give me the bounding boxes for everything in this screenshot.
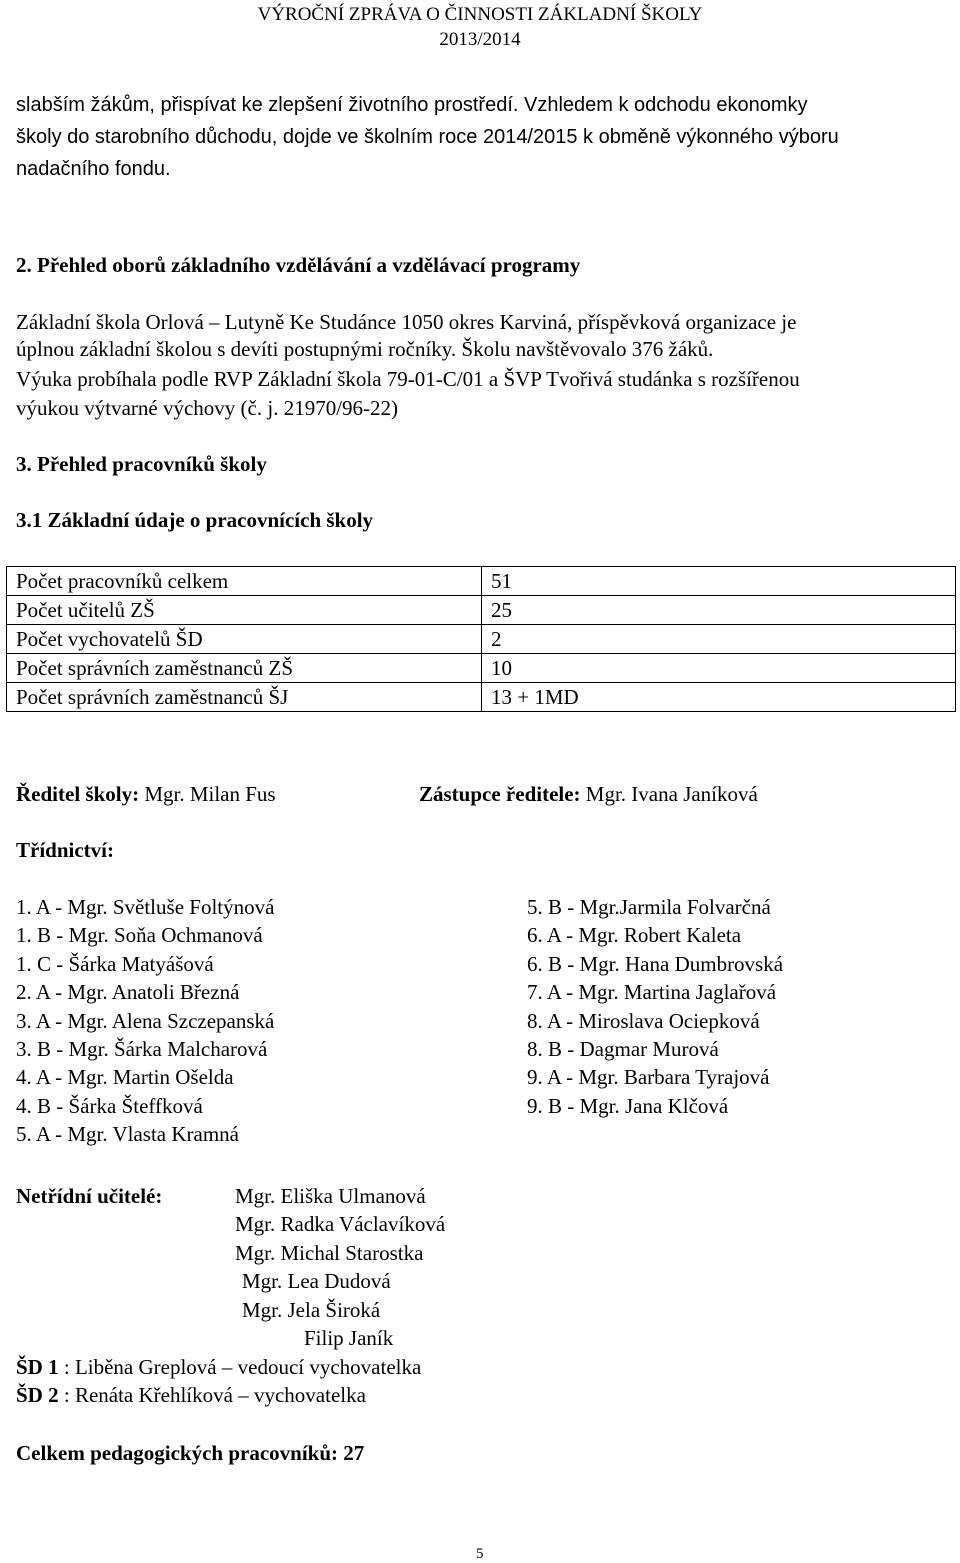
table-row xyxy=(7,567,956,596)
director-name: Mgr. Milan Fus xyxy=(144,782,276,806)
page-number: 5 xyxy=(476,1546,484,1562)
deputy-director xyxy=(419,782,758,807)
sd2-line xyxy=(16,1383,366,1408)
list-item: 9. B - Mgr. Jana Klčová xyxy=(527,1093,729,1118)
class-teachers-heading: Třídnictví: xyxy=(16,838,114,862)
list-item: 8. B - Dagmar Murová xyxy=(527,1036,719,1061)
list-item: 5. A - Mgr. Vlasta Kramná xyxy=(16,1122,240,1147)
table-cell-label: Počet učitelů ZŠ xyxy=(7,596,482,625)
table-cell-label: Počet pracovníků celkem xyxy=(7,567,482,596)
list-item: Mgr. Radka Václavíková xyxy=(235,1212,446,1236)
table-cell-value: 25 xyxy=(482,596,956,625)
list-item: 6. B - Mgr. Hana Dumbrovská xyxy=(527,951,784,976)
total-teaching-staff: Celkem pedagogických pracovníků: 27 xyxy=(16,1441,365,1465)
section-2-line-4: výukou výtvarné výchovy (č. j. 21970/96-22) xyxy=(16,396,399,420)
list-item: 1. A - Mgr. Světluše Foltýnová xyxy=(16,895,275,919)
section-2-heading: 2. Přehled oborů základního vzdělávání a vzdělávací programy xyxy=(16,253,581,277)
list-item: 3. A - Mgr. Alena Szczepanská xyxy=(16,1008,275,1033)
section-2-line-3: Výuka probíhala podle RVP Základní škola 79-01-C/01 a ŠVP Tvořivá studánka s rozšířenou xyxy=(16,367,800,391)
list-item: Mgr. Jela Široká xyxy=(242,1298,381,1322)
director-label: Ředitel školy: xyxy=(16,782,140,806)
sd2-label: ŠD 2 xyxy=(16,1383,59,1407)
table-cell-value: 51 xyxy=(482,567,956,596)
list-item: 2. A - Mgr. Anatoli Březná xyxy=(16,980,240,1005)
sd1-text: : Liběna Greplová – vedoucí vychovatelka xyxy=(58,1355,422,1379)
director xyxy=(16,782,276,807)
list-item: Mgr. Michal Starostka xyxy=(235,1241,424,1265)
sd1-line xyxy=(16,1355,421,1380)
section-3-heading: 3. Přehled pracovníků školy xyxy=(16,452,267,476)
list-item: 8. A - Miroslava Ociepková xyxy=(527,1008,760,1033)
list-item: Filip Janík xyxy=(304,1326,394,1350)
list-item: 9. A - Mgr. Barbara Tyrajová xyxy=(527,1065,770,1090)
table-cell-value: 10 xyxy=(482,654,956,683)
table-row xyxy=(7,654,956,683)
table-cell-value: 2 xyxy=(482,625,956,654)
section-3-1-heading: 3.1 Základní údaje o pracovnících školy xyxy=(16,508,374,532)
deputy-name: Mgr. Ivana Janíková xyxy=(585,782,758,806)
list-item: 6. A - Mgr. Robert Kaleta xyxy=(527,923,742,948)
sd2-text: : Renáta Křehlíková – vychovatelka xyxy=(58,1383,366,1407)
intro-line-1: slabším žákům, přispívat ke zlepšení životního prostředí. Vzhledem k odchodu ekonomky xyxy=(16,94,808,116)
list-item: Mgr. Lea Dudová xyxy=(242,1269,391,1293)
intro-line-2: školy do starobního důchodu, dojde ve školním roce 2014/2015 k obměně výkonného výboru xyxy=(16,126,839,148)
table-cell-label: Počet vychovatelů ŠD xyxy=(7,625,482,654)
staff-count-table xyxy=(6,566,956,712)
non-class-teachers-label: Netřídní učitelé: xyxy=(16,1184,163,1208)
deputy-label: Zástupce ředitele: xyxy=(419,782,581,806)
list-item: 1. C - Šárka Matyášová xyxy=(16,951,214,976)
list-item: 4. B - Šárka Šteffková xyxy=(16,1093,203,1118)
list-item: 7. A - Mgr. Martina Jaglařová xyxy=(527,980,777,1005)
report-header-year: 2013/2014 xyxy=(439,29,521,50)
list-item: 1. B - Mgr. Soňa Ochmanová xyxy=(16,923,263,948)
sd1-label: ŠD 1 xyxy=(16,1355,59,1379)
class-teachers-left-list xyxy=(16,893,274,1149)
table-cell-label: Počet správních zaměstnanců ZŠ xyxy=(7,654,482,683)
table-row xyxy=(7,683,956,712)
table-row xyxy=(7,625,956,654)
list-item: 4. A - Mgr. Martin Ošelda xyxy=(16,1065,234,1090)
list-item: 3. B - Mgr. Šárka Malcharová xyxy=(16,1036,268,1061)
report-header-title: VÝROČNÍ ZPRÁVA O ČINNOSTI ZÁKLADNÍ ŠKOLY xyxy=(257,4,703,25)
class-teachers-right-list xyxy=(527,893,783,1120)
table-cell-label: Počet správních zaměstnanců ŠJ xyxy=(7,683,482,712)
section-2-line-2: úplnou základní školou s devíti postupnými ročníky. Školu navštěvovalo 376 žáků. xyxy=(16,337,714,361)
intro-line-3: nadačního fondu. xyxy=(16,158,171,180)
list-item: 5. B - Mgr.Jarmila Folvarčná xyxy=(527,895,771,919)
section-2-line-1: Základní škola Orlová – Lutyně Ke Studánce 1050 okres Karviná, příspěvková organizace je xyxy=(16,310,797,334)
table-cell-value: 13 + 1MD xyxy=(482,683,956,712)
table-row xyxy=(7,596,956,625)
list-item: Mgr. Eliška Ulmanová xyxy=(235,1184,426,1208)
